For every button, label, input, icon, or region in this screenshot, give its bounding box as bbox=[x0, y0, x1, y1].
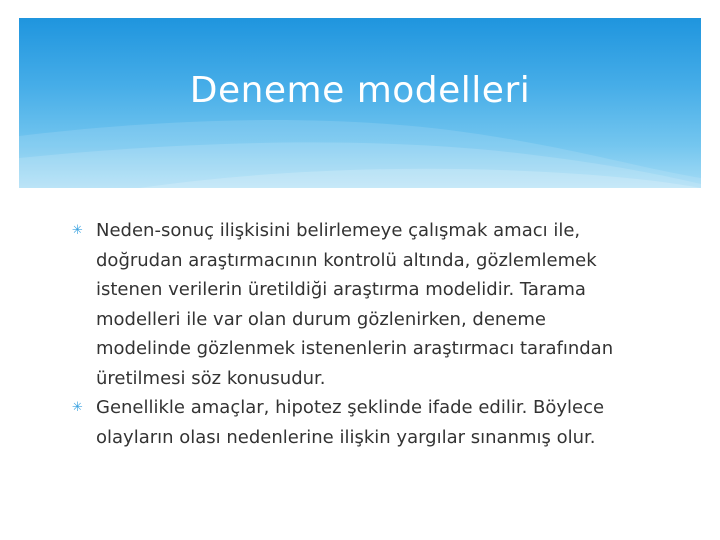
bullet-list bbox=[72, 216, 632, 452]
bullet-item bbox=[72, 393, 632, 452]
slide-title: Deneme modelleri bbox=[189, 70, 531, 111]
asterisk-bullet-icon: ✳ bbox=[72, 223, 83, 238]
asterisk-bullet-icon: ✳ bbox=[72, 400, 83, 415]
bullet-text: Genellikle amaçlar, hipotez şeklinde ifade edilir. Böylece olayların olası nedenlerine ilişkin yargılar sınanmış olur. bbox=[96, 397, 605, 448]
bullet-text: Neden-sonuç ilişkisini belirlemeye çalışmak amacı ile, doğrudan araştırmacının kontrolü altında, gözlemlemek istenen verilerin üretildiği araştırma modelidir. Tarama modelleri ile var olan durum gözlenirken, deneme modelinde gözlenmek istenenlerin araştırmacı tarafından üretilmesi söz konusudur. bbox=[96, 220, 614, 389]
title-banner bbox=[19, 18, 701, 188]
bullet-item bbox=[72, 216, 632, 393]
